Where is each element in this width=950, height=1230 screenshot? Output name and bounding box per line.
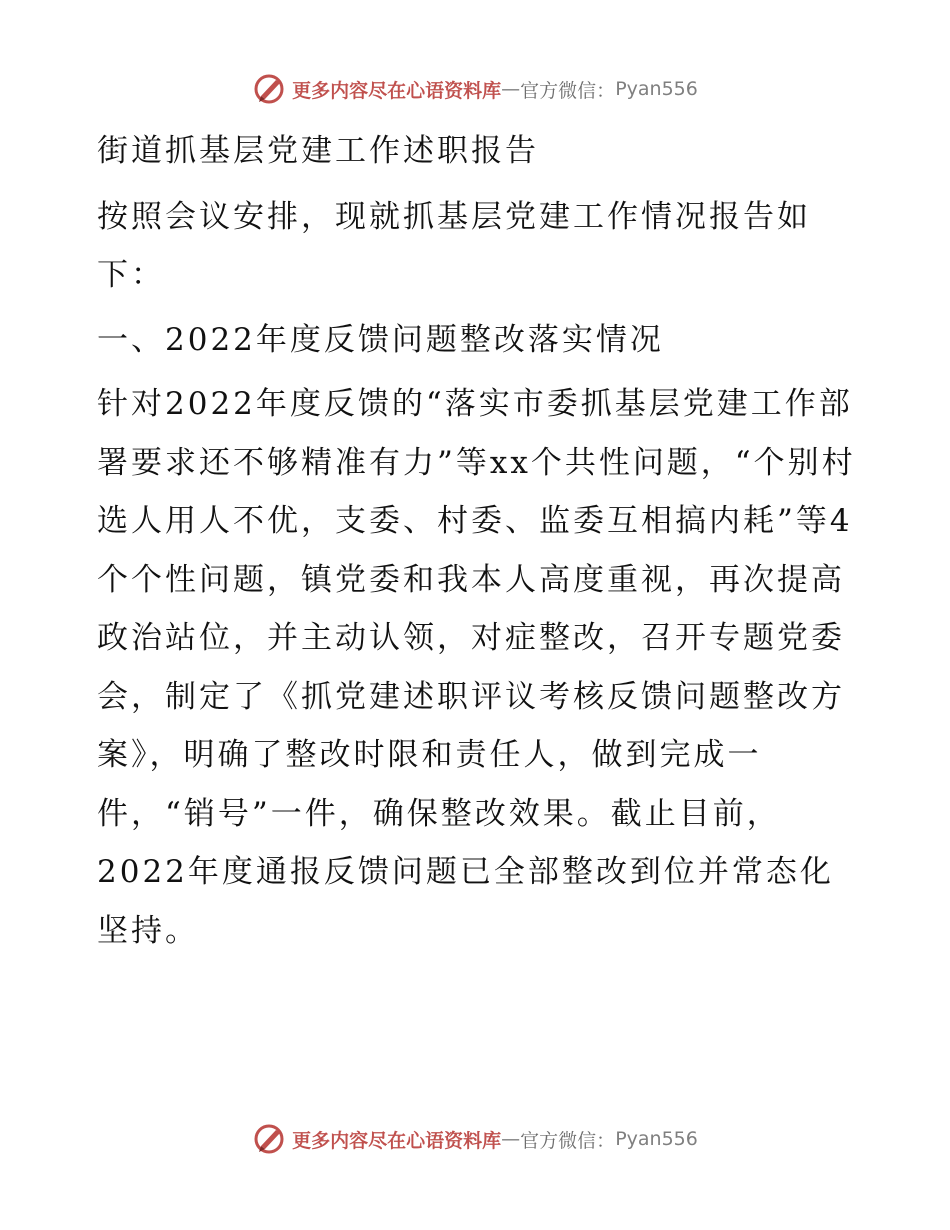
body-paragraph: 针对2022年度反馈的“落实市委抓基层党建工作部署要求还不够精准有力”等xx个共性问题，“个别村选人用人不优，支委、村委、监委互相搞内耗”等4个个性问题，镇党委和我本人高度重视，再次提高政治站位，并主动认领，对症整改，召开专题党委会，制定了《抓党建述职评议考核反馈问题整改方案》，明确了整改时限和责任人，做到完成一件，“销号”一件，确保整改效果。截止目前，2022年度通报反馈问题已全部整改到位并常态化坚持。 bbox=[97, 386, 856, 949]
watermark-wechat-id: Pyan556 bbox=[615, 1128, 698, 1150]
footer-watermark bbox=[0, 1122, 950, 1156]
watermark-dash: — bbox=[501, 78, 521, 100]
watermark-wechat-id: Pyan556 bbox=[615, 78, 698, 100]
header-watermark bbox=[0, 72, 950, 106]
pen-circle-icon bbox=[252, 72, 288, 106]
intro-paragraph: 按照会议安排，现就抓基层党建工作情况报告如下： bbox=[97, 198, 811, 293]
section-heading: 一、2022年度反馈问题整改落实情况 bbox=[97, 321, 664, 358]
watermark-dash: — bbox=[501, 1128, 521, 1150]
watermark-gray-text: 官方微信： bbox=[520, 79, 616, 102]
watermark-gray-text: 官方微信： bbox=[520, 1129, 616, 1152]
document-title: 街道抓基层党建工作述职报告 bbox=[97, 133, 539, 169]
watermark-red-text: 更多内容尽在心语资料库 bbox=[292, 1129, 502, 1152]
watermark-red-text: 更多内容尽在心语资料库 bbox=[292, 79, 502, 102]
document-body bbox=[97, 122, 857, 960]
pen-circle-icon bbox=[252, 1122, 288, 1156]
